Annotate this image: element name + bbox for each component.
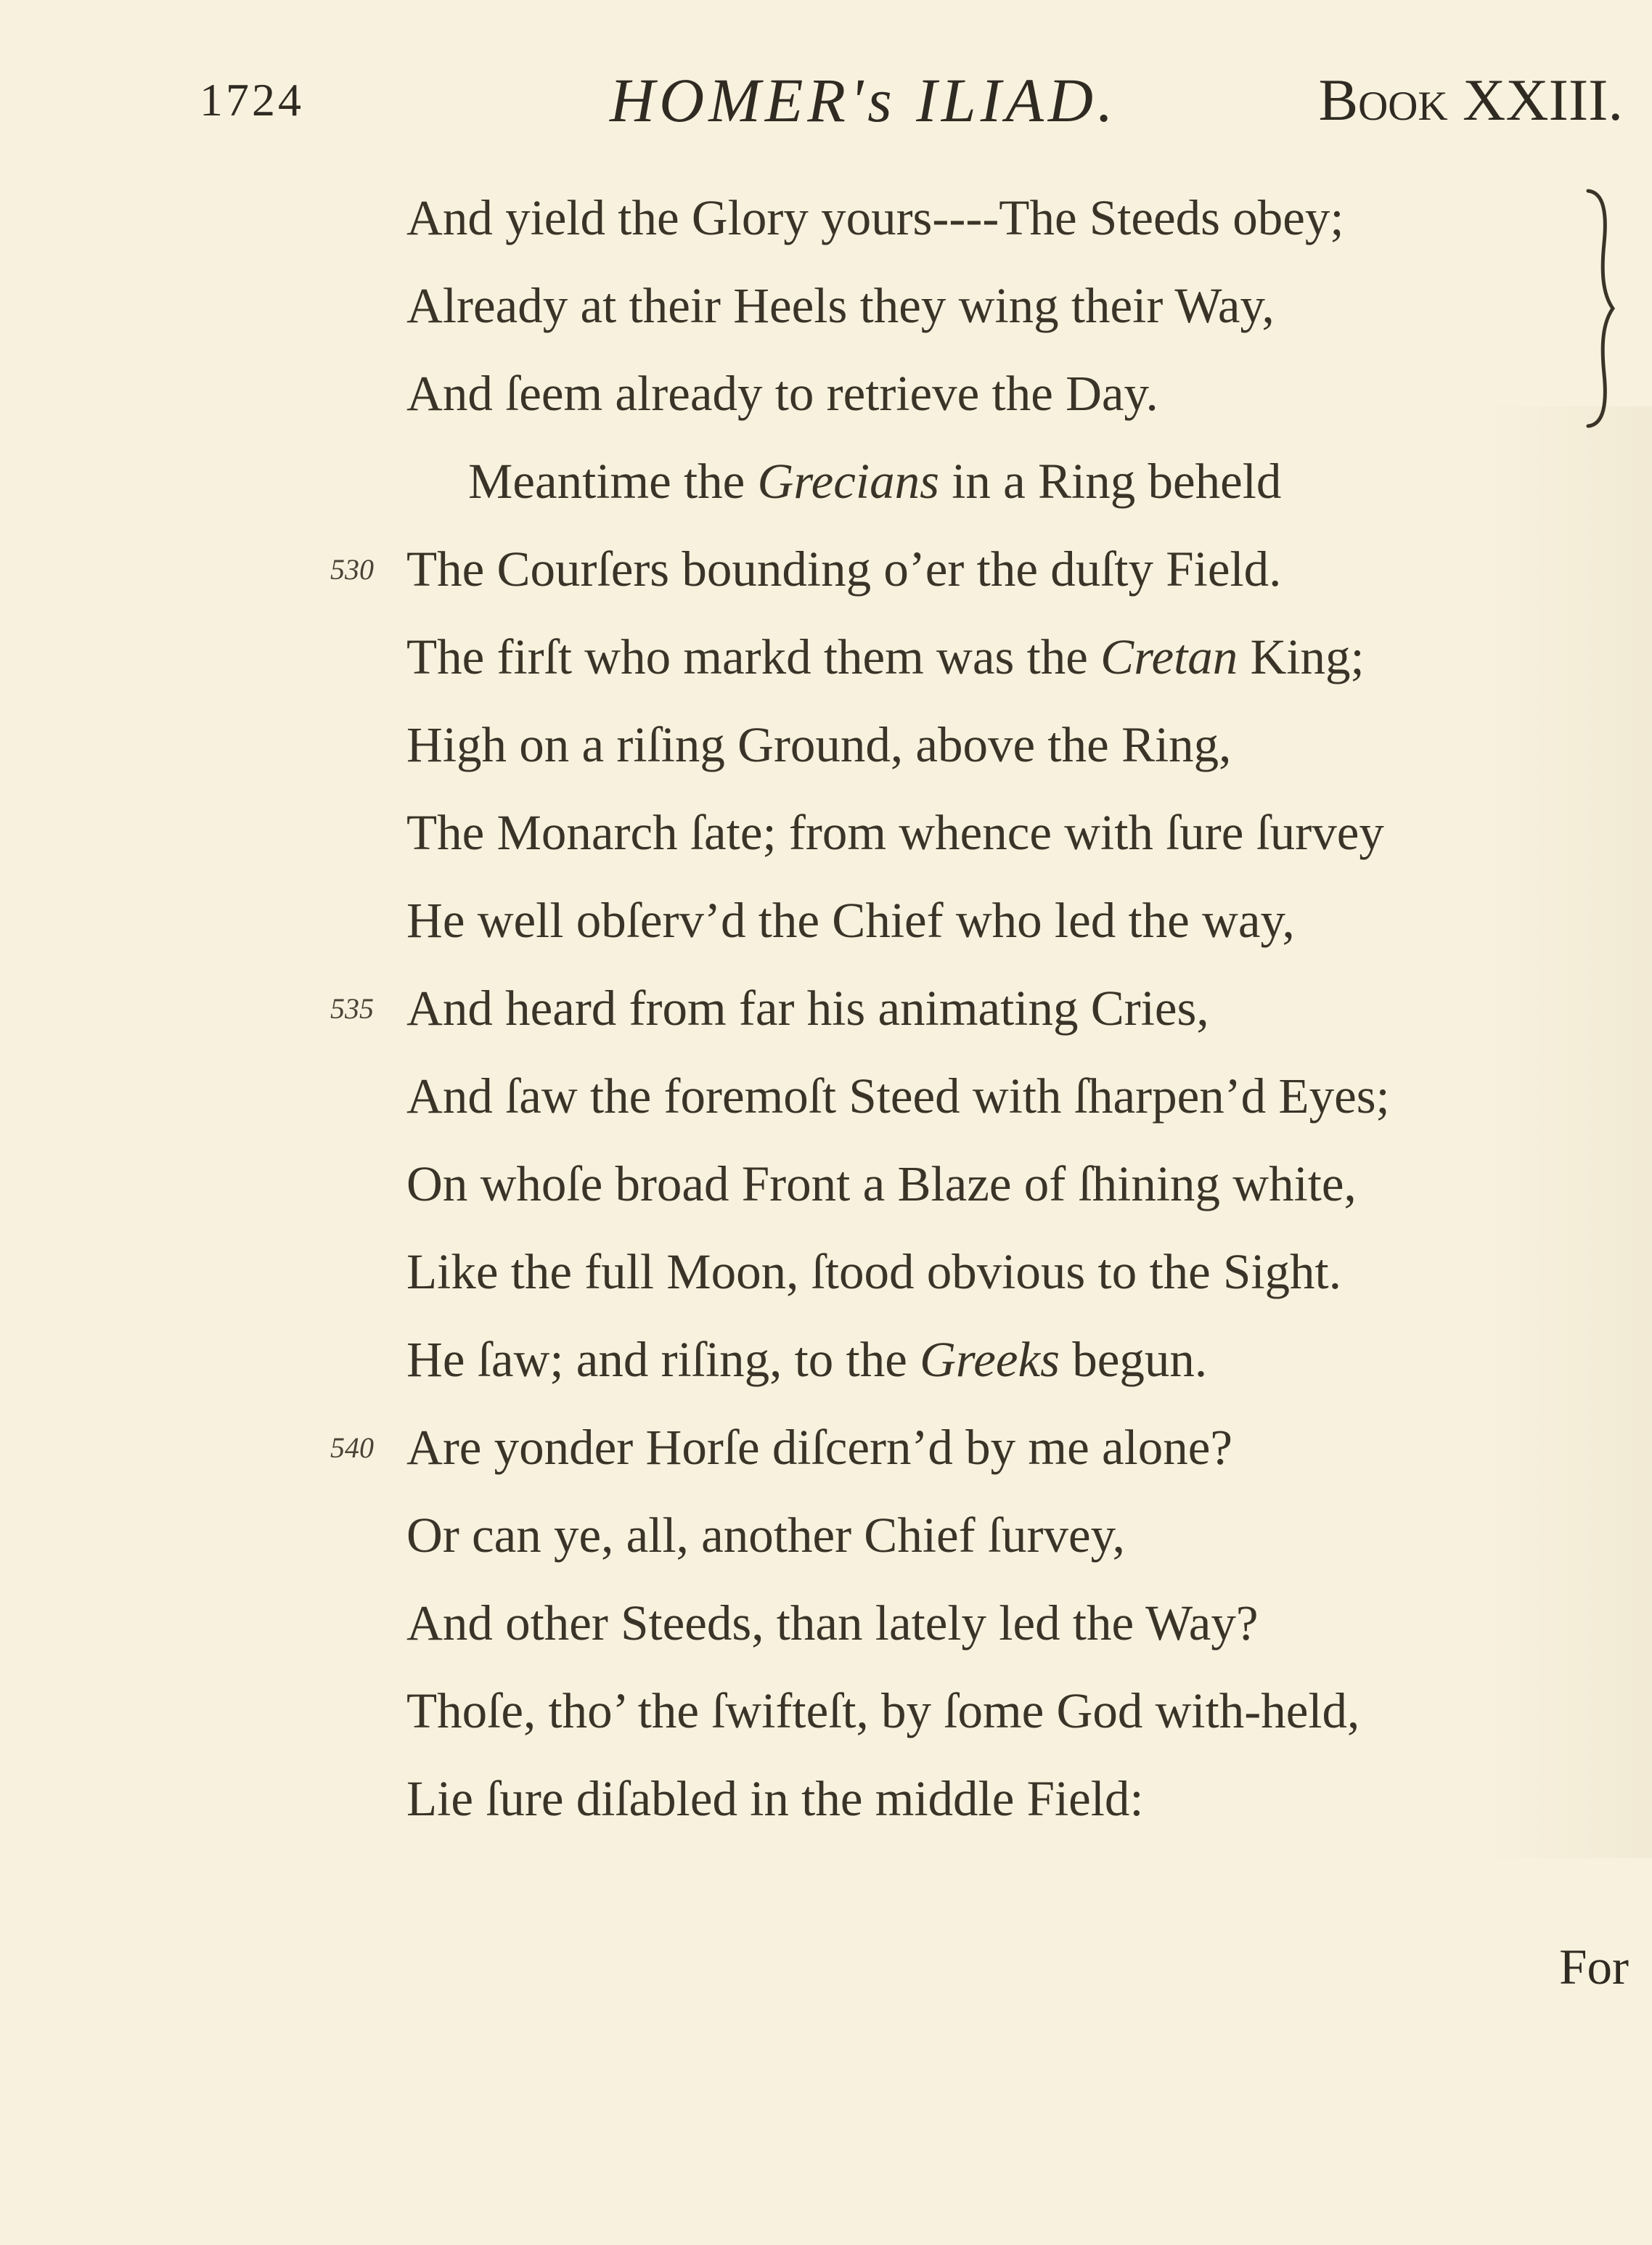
poem-line (0, 613, 1652, 701)
poem-line (0, 350, 1652, 438)
text-segment: Are yonder Horſe diſcern’d by me alone? (406, 1420, 1233, 1475)
poem-line (0, 1052, 1652, 1140)
text-segment: King; (1238, 629, 1365, 684)
line-text (406, 965, 1209, 1052)
text-segment: And ſaw the foremoſt Steed with ſharpen’d Eyes; (406, 1068, 1390, 1124)
line-text (406, 1492, 1125, 1579)
catchword: For (1559, 1939, 1629, 1995)
text-segment: And other Steeds, than lately led the Way? (406, 1595, 1259, 1651)
poem-text (0, 174, 1652, 1843)
line-text (406, 877, 1295, 965)
text-segment: Like the full Moon, ſtood obvious to the Sight. (406, 1244, 1341, 1299)
poem-line (0, 438, 1652, 526)
text-segment: Lie ſure diſabled in the middle Field: (406, 1771, 1144, 1826)
poem-line (0, 701, 1652, 789)
poem-line (0, 1492, 1652, 1579)
text-segment: On whoſe broad Front a Blaze of ſhining white, (406, 1156, 1357, 1211)
line-text (406, 1052, 1390, 1140)
line-text (468, 438, 1281, 526)
page-number: 1724 (200, 74, 304, 126)
line-text (406, 350, 1158, 438)
book-label (1318, 57, 1623, 144)
text-segment: begun. (1059, 1332, 1208, 1387)
book-label-text: Book XXIII. (1318, 67, 1623, 133)
line-text (406, 1755, 1144, 1843)
poem-line (0, 1404, 1652, 1492)
text-segment: And yield the Glory yours----The Steeds obey; (406, 190, 1344, 245)
poem-line (0, 262, 1652, 350)
line-text (406, 1140, 1357, 1228)
line-text (406, 1404, 1232, 1492)
text-segment: The Courſers bounding o’er the duſty Field. (406, 541, 1282, 597)
poem-line (0, 1755, 1652, 1843)
line-text (406, 1579, 1259, 1667)
triplet-brace (1582, 185, 1619, 432)
poem-line (0, 1579, 1652, 1667)
italic-name: Grecians (757, 454, 939, 509)
italic-name: Cretan (1100, 629, 1238, 684)
text-segment: Or can ye, all, another Chief ſurvey, (406, 1508, 1125, 1563)
poem-line (0, 789, 1652, 877)
line-text (406, 1667, 1359, 1755)
text-segment: He well obſerv’d the Chief who led the way, (406, 893, 1295, 948)
poem-line (0, 1140, 1652, 1228)
text-segment: The Monarch ſate; from whence with ſure ſurvey (406, 805, 1384, 860)
line-text (406, 789, 1384, 877)
running-title: HOMER's ILIAD. (610, 65, 1118, 135)
line-number: 530 (330, 553, 374, 586)
line-text (406, 1228, 1341, 1316)
text-segment: in a Ring beheld (939, 454, 1282, 509)
text-segment: Thoſe, tho’ the ſwifteſt, by ſome God with-held, (406, 1683, 1360, 1738)
poem-line (0, 174, 1652, 262)
text-segment: He ſaw; and riſing, to the (406, 1332, 920, 1387)
poem-line (0, 877, 1652, 965)
line-text (406, 262, 1275, 350)
line-text (406, 1316, 1207, 1404)
line-text (406, 701, 1231, 789)
italic-name: Greeks (920, 1332, 1060, 1387)
text-segment: Already at their Heels they wing their Way, (406, 278, 1275, 333)
poem-line (0, 1316, 1652, 1404)
poem-line (0, 965, 1652, 1052)
poem-line (0, 1667, 1652, 1755)
text-segment: Meantime the (468, 454, 758, 509)
poem-line (0, 526, 1652, 613)
poem-line (0, 1228, 1652, 1316)
text-segment: And heard from far his animating Cries, (406, 981, 1209, 1036)
line-text (406, 174, 1344, 262)
line-text (406, 526, 1281, 613)
line-number: 535 (330, 992, 374, 1025)
text-segment: High on a riſing Ground, above the Ring, (406, 717, 1232, 772)
line-text (406, 613, 1365, 701)
text-segment: The firſt who markd them was the (406, 629, 1101, 684)
line-number: 540 (330, 1431, 374, 1464)
text-segment: And ſeem already to retrieve the Day. (406, 366, 1158, 421)
